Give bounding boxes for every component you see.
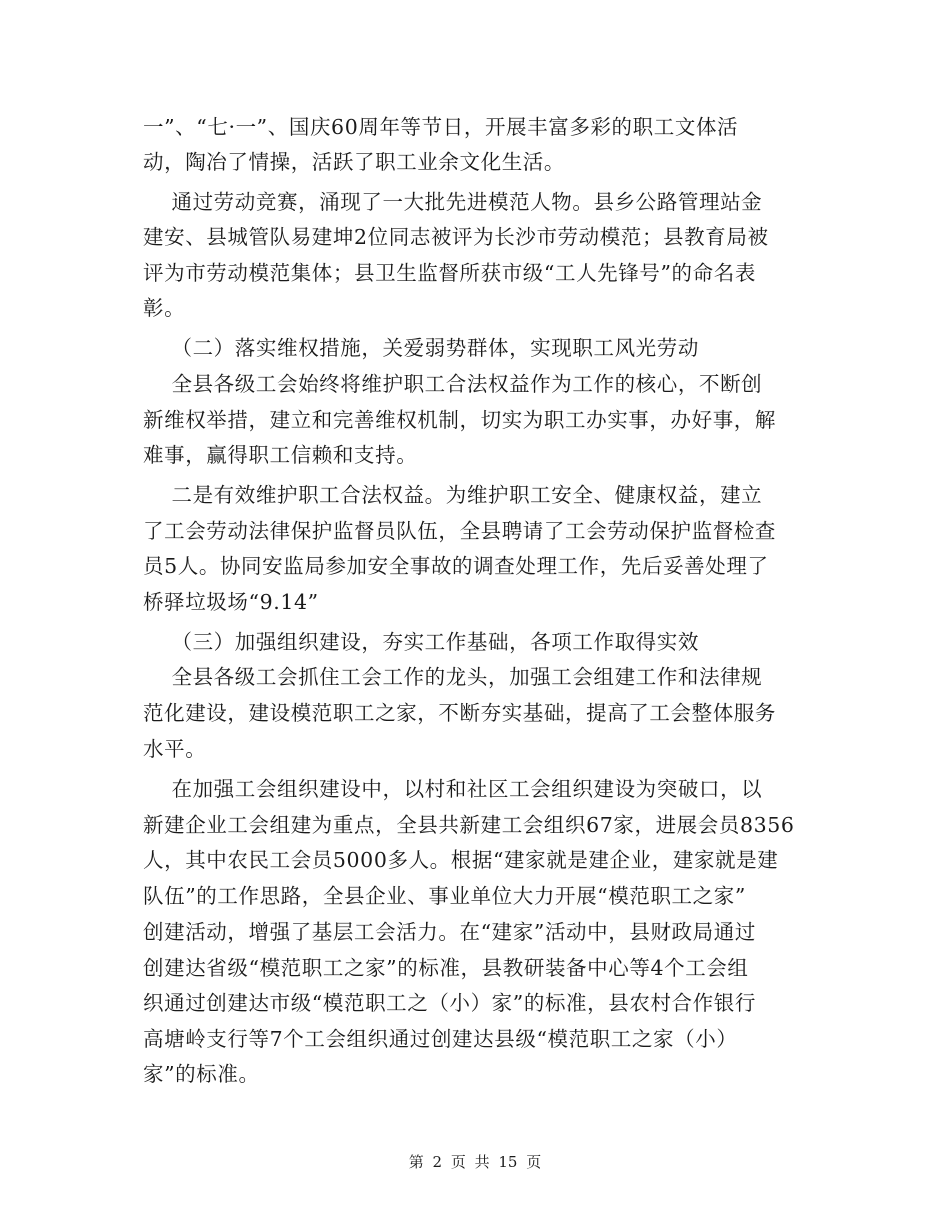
- text-line: 评为市劳动模范集体；县卫生监督所获市级“工人先锋号”的命名表: [143, 261, 756, 285]
- text-line: 通过劳动竞赛，涌现了一大批先进模范人物。县乡公路管理站金: [143, 190, 763, 214]
- text-line: 家”的标准。: [143, 1062, 260, 1086]
- section-heading: （三）加强组织建设，夯实工作基础，各项工作取得实效: [143, 630, 699, 654]
- text-line: 动，陶冶了情操，活跃了职工业余文化生活。: [143, 150, 565, 174]
- text-line: 彰。: [143, 296, 186, 320]
- text-line: 二是有效维护职工合法权益。为维护职工安全、健康权益，建立: [143, 483, 763, 507]
- text-line: 新建企业工会组建为重点，全县共新建工会组织67家，进展会员8356: [143, 813, 795, 837]
- text-line: 人，其中农民工会员5000多人。根据“建家就是建企业，建家就是建: [143, 848, 779, 872]
- text-line: 了工会劳动法律保护监督员队伍，全县聘请了工会劳动保护监督检查: [143, 519, 776, 543]
- text-line: 全县各级工会始终将维护职工合法权益作为工作的核心，不断创: [143, 372, 763, 396]
- text-line: 织通过创建达市级“模范职工之（小）家”的标准，县农村合作银行: [143, 991, 756, 1015]
- text-line: 高塘岭支行等7个工会组织通过创建达县级“模范职工之家（小）: [143, 1027, 738, 1051]
- text-line: 创建达省级“模范职工之家”的标准，县教研装备中心等4个工会组: [143, 956, 749, 980]
- text-line: 员5人。协同安监局参加安全事故的调查处理工作，先后妥善处理了: [143, 554, 769, 578]
- page-footer: 第 2 页 共 15 页: [408, 1153, 542, 1171]
- text-line: 水平。: [143, 737, 207, 761]
- section-heading: （二）落实维权措施，关爱弱势群体，实现职工风光劳动: [143, 336, 699, 360]
- text-line: 一”、“七·一”、国庆60周年等节日，开展丰富多彩的职工文体活: [143, 115, 739, 139]
- text-line: 桥驿垃圾场“9.14”: [143, 590, 319, 614]
- text-line: 在加强工会组织建设中，以村和社区工会组织建设为突破口，以: [143, 777, 763, 801]
- text-line: 新维权举措，建立和完善维权机制，切实为职工办实事，办好事，解: [143, 408, 776, 432]
- text-line: 队伍”的工作思路，全县企业、事业单位大力开展“模范职工之家”: [143, 884, 746, 908]
- text-line: 全县各级工会抓住工会工作的龙头，加强工会组建工作和法律规: [143, 665, 763, 689]
- text-line: 建安、县城管队易建坤2位同志被评为长沙市劳动模范；县教育局被: [143, 225, 769, 249]
- text-line: 范化建设，建设模范职工之家，不断夯实基础，提高了工会整体服务: [143, 701, 776, 725]
- text-line: 创建活动，增强了基层工会活力。在“建家”活动中，县财政局通过: [143, 920, 756, 944]
- text-line: 难事，赢得职工信赖和支持。: [143, 443, 418, 467]
